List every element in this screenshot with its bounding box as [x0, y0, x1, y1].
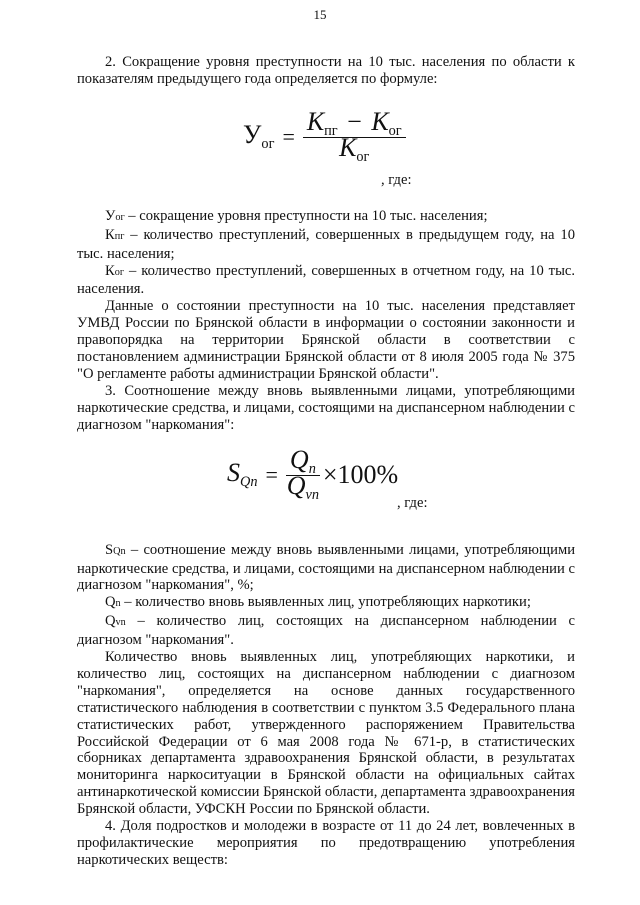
formula1-equals: =	[282, 123, 295, 149]
formula2-where: , где:	[397, 494, 428, 511]
item2-intro: 2. Сокращение уровня преступности на 10 тыс. населения по области к показателям предыдущего года определяется по формуле:	[77, 54, 575, 87]
def-k-og: Ког – количество преступлений, совершенных в отчетном году, на 10 тыс. населения.	[77, 262, 575, 298]
formula2-times-100: ×100%	[322, 459, 399, 489]
def-q-vn: Qvn – количество лиц, состоящих на диспансерном наблюдении с диагнозом "наркомания".	[77, 613, 575, 649]
document-body	[77, 54, 575, 869]
formula1-fraction: $\frac{\text{Кпг − Ког}}{\text{Ког}}$	[303, 114, 406, 161]
def-k-pg: Кпг – количество преступлений, совершенных в предыдущем году, на 10 тыс. населения;	[77, 226, 575, 262]
formula-drug-ratio	[77, 434, 575, 542]
formula1-where: , где:	[381, 171, 412, 188]
def-s-qn: SQn – соотношение между вновь выявленными лицами, употребляющими наркотические средства, и лицами, состоящими на диспансерном наблюдении с диагнозом "наркомания", %;	[77, 541, 575, 594]
page-number: 15	[313, 7, 327, 22]
formula1-lhs: Уог	[243, 119, 275, 152]
item3-intro: 3. Соотношение между вновь выявленными лицами, употребляющими наркотические средства, и лицами, состоящими на диспансерном наблюдении с диагнозом "наркомания":	[77, 382, 575, 433]
item3-source: Количество вновь выявленных лиц, употребляющих наркотики, и количество лиц, состоящих на диспансерном наблюдении с диагнозом "наркомания", определяется на основе данных государственного статистического наблюдения в соответствии с пунктом 3.5 Федерального плана статистических работ, утвержденного распоряжением Правительства Российской Федерации от 6 мая 2008 года № 671-р, в статистических сборниках департамента здравоохранения Брянской области, в результатах мониторинга наркоситуации в Брянской области на официальных сайтах антинаркотической комиссии Брянской области, департамента здравоохранения Брянской области, УФСКН России по Брянской области.	[77, 649, 575, 818]
formula2-equals: =	[265, 461, 278, 487]
def-q-n: Qn – количество вновь выявленных лиц, употребляющих наркотики;	[105, 594, 531, 611]
formula2-lhs: SQn	[227, 457, 258, 490]
item4-intro: 4. Доля подростков и молодежи в возрасте от 11 до 24 лет, вовлеченных в профилактические мероприятия по предотвращению употребления наркотических веществ:	[77, 818, 575, 868]
formula-crime-reduction	[77, 88, 575, 208]
item2-source: Данные о состоянии преступности на 10 тыс. населения представляет УМВД России по Брянской области в информации о состоянии законности и правопорядка на территории Брянской области в соответствии с постановлением администрации Брянской области от 8 июля 2005 года № 375 "О регламенте работы администрации Брянской области".	[77, 298, 575, 382]
formula2-fraction: $\frac{Qn}{\text{Qvn}}$	[286, 444, 320, 503]
def-y-og: Уог – сокращение уровня преступности на 10 тыс. населения;	[105, 207, 488, 224]
